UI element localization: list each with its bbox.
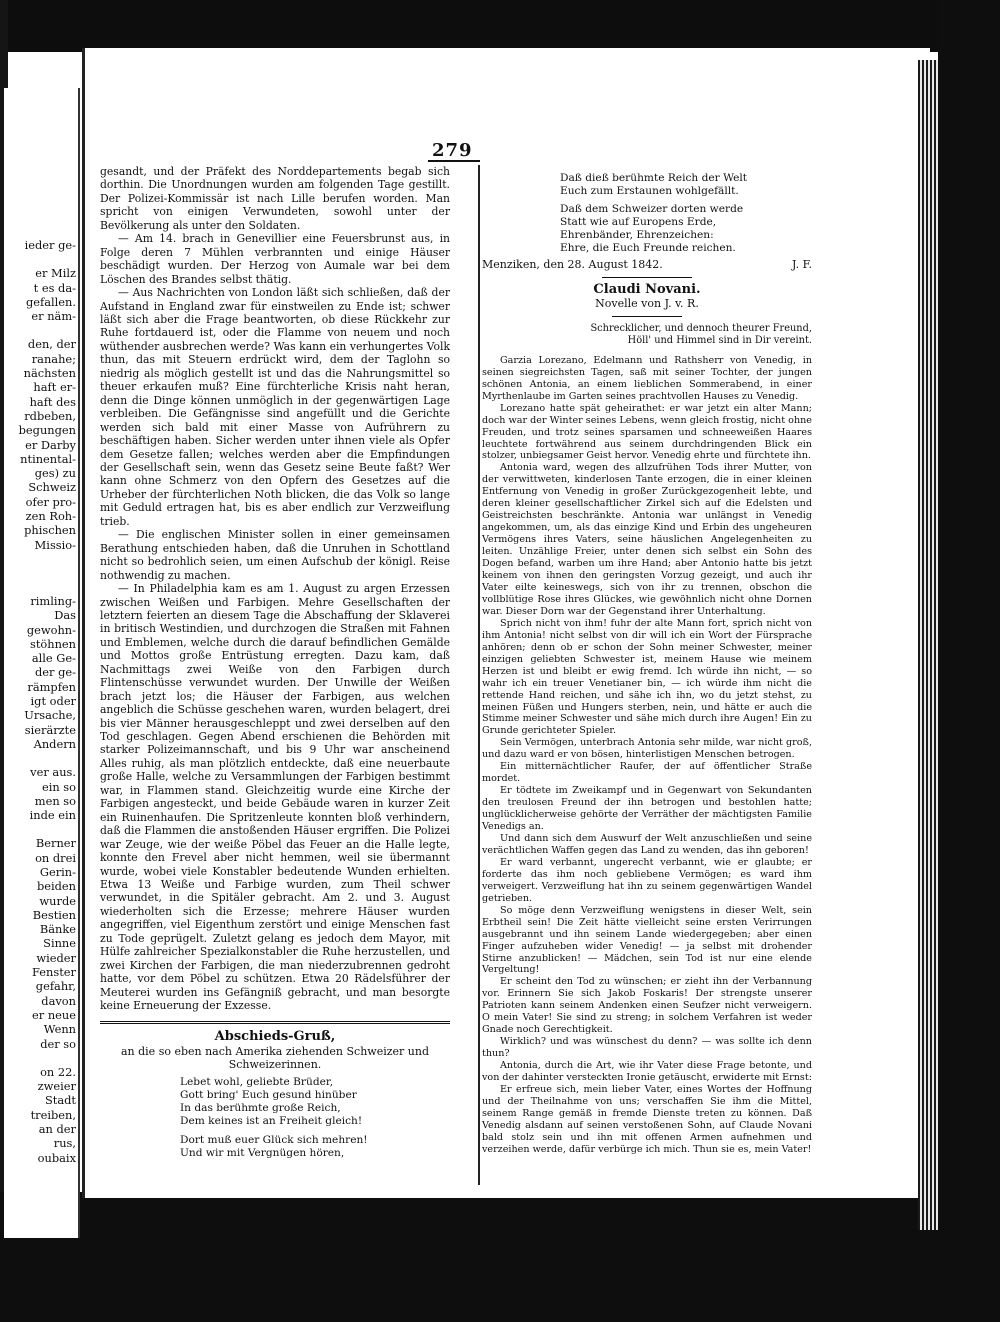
facing-page-fragment bbox=[4, 88, 80, 1238]
page-number-rule bbox=[428, 160, 480, 162]
story-paragraph: Sprich nicht von ihm! fuhr der alte Mann fort, sprich nicht von ihm Antonia! nicht selbst von dir will ich ein Wort der Fürsprache anhören; denn ob er schon der Sohn meiner Schwester, meiner einzigen geliebten Schwester ist, meinem Hause wie meinem Herzen ist und bleibt er ewig fremd. Ich würde ihn nicht, — so wahr ich ein treuer Venetianer bin, — ich würde ihm nicht die rettende Hand reichen, und sähe ich ihn, wo du jetzt stehst, zu meinen Füßen und Hungers sterben, nein, und hätte er auch die Stimme meiner Schwester und sähe mich durch ihre Augen! Ein zu Grunde gerichteter Spieler. bbox=[482, 617, 812, 737]
poem-line: Euch zum Erstaunen wohlgefällt. bbox=[560, 185, 739, 197]
news-paragraph-2: — Am 14. brach in Genevillier eine Feuersbrunst aus, in Folge deren 7 Mühlen verbrannten und einige Häuser beschädigt wurden. Der Herzog von Aumale war bei dem Löschen des Brandes selbst thätig. bbox=[100, 232, 450, 286]
story-paragraph: Garzia Lorezano, Edelmann und Rathsherr von Venedig, in seinen siegreichsten Tagen, saß mit seiner Tochter, der jungen schönen Antonia, an einem lieblichen Sommerabend, in einer Myrthenlaube im Garten seines prachtvollen Hauses zu Venedig. bbox=[482, 354, 812, 402]
facing-page-line: Bänke bbox=[39, 922, 76, 937]
facing-page-line: oubaix bbox=[37, 1150, 76, 1165]
story-paragraph: Antonia, durch die Art, wie ihr Vater diese Frage betonte, und von der dahinter versteckten Ironie getäuscht, erwiderte mit Ernst: bbox=[482, 1060, 812, 1084]
facing-page-line: gewohn- bbox=[26, 622, 76, 637]
facing-page-line: Ursache, bbox=[24, 708, 76, 723]
news-paragraph-5: — In Philadelphia kam es am 1. August zu argen Erzessen zwischen Weißen und Farbigen. Mehre Gesellschaften der letztern feierten an diesem Tage die Abschaffung der Sklaverei in britisch Westindien, und durchzogen die Straßen mit Fahnen und Emblemen, welche durch die darauf befindlichen Gemälde und Mottos große Entrüstung erregten. Dazu kam, daß Nachmittags zwei Weiße von den Farbigen durch Flintenschüsse verwundet wurden. Der Unwille der Weißen brach jetzt los; die Häuser der Farbigen, aus welchen angeblich die Schüsse geschehen waren, wurden belagert, drei bis vier Männer herausgeschleppt und zwei derselben auf den Tod geschlagen. Gegen Abend erschienen die Behörden mit starker Polizeimannschaft, und bis 9 Uhr war anscheinend Alles ruhig, als man plötzlich entdeckte, daß eine neuerbaute große Halle, welche zu Versammlungen der Farbigen bestimmt war, in Flammen stand. Gleichzeitig wurde eine Kirche der Farbigen angesteckt, und beide Gebäude waren in kurzer Zeit ein Ruinenhaufen. Die Spritzenleute konnten bloß verhindern, daß die Flammen die anstoßenden Häuser ergriffen. Die Polizei war Zeuge, wie der weiße Pöbel das Feuer an die Halle legte, konnte den Frevel aber nicht hemmen, weil sie übermannt wurde, wobei viele Konstabler bedeutende Wunden erhielten. Etwa 13 Weiße und Farbige wurden, zum Theil schwer verwundet, in die Spitäler gebracht. Am 2. und 3. August wiederholten sich die Erzesse; mehrere Häuser wurden angegriffen, viel Eigenthum zerstört und einige Menschen fast zu Tode geprügelt. Zuletzt gelang es jedoch dem Mayor, mit Hülfe zahlreicher Spezialkonstabler die Ruhe herzustellen, und zwei Kirchen der Farbigen, die man niederzubrennen gedroht hatte, vor dem Pöbel zu schützen. Etwa 20 Rädelsführer der Meuterei wurden ins Gefängniß gebracht, und man besorgte keine Erneuerung der Exzesse. bbox=[100, 582, 450, 1013]
poem-line: Ehre, die Euch Freunde reichen. bbox=[560, 242, 736, 254]
facing-page-line bbox=[10, 552, 76, 566]
facing-page-line: nächsten bbox=[23, 366, 76, 381]
facing-page-line: beiden bbox=[36, 879, 76, 894]
farewell-poem bbox=[180, 1076, 450, 1160]
facing-page-line: alle Ge- bbox=[31, 651, 76, 666]
facing-page-line: phischen bbox=[24, 523, 76, 538]
column-divider bbox=[478, 165, 480, 1185]
facing-page-line: Gerin- bbox=[39, 864, 76, 879]
story-paragraph: Er erfreue sich, mein lieber Vater, eines Wortes der Hoffnung und der Theilnahme von uns; verschaffen Sie ihm die Mittel, seinem Range gemäß in fremde Dienste treten zu können. Daß Venedig alsdann auf seinen verstoßenen Sohn, auf Claude Novani bald stolz sein und ihn mit offenen Armen aufnehmen und verzeihen werde, dafür verbürge ich mich. Thun sie es, mein Vater! bbox=[482, 1084, 812, 1155]
story-paragraph: Und dann sich dem Auswurf der Welt anzuschließen und seine verächtlichen Waffen gegen das Land zu wenden, das ihn geboren! bbox=[482, 832, 812, 856]
title-rule bbox=[612, 316, 682, 317]
motto-line: Schrecklicher, und dennoch theurer Freund, bbox=[590, 322, 812, 334]
facing-page-line: er näm- bbox=[31, 309, 76, 324]
facing-page-line bbox=[10, 252, 76, 266]
book-page-edges bbox=[918, 60, 938, 1230]
facing-page-line: Bestien bbox=[32, 907, 76, 922]
facing-page-line: stöhnen bbox=[29, 636, 76, 651]
facing-page-line: an der bbox=[38, 1122, 76, 1137]
facing-page-line: Stadt bbox=[44, 1093, 76, 1108]
facing-page-line: der so bbox=[40, 1036, 76, 1051]
poem-line: In das berühmte große Reich, bbox=[180, 1101, 341, 1114]
facing-page-line: igt oder bbox=[30, 694, 76, 709]
facing-page-line: zen Roh- bbox=[25, 509, 76, 524]
story-paragraph: Ein mitternächtlicher Raufer, der auf öffentlicher Straße mordet. bbox=[482, 761, 812, 785]
facing-page-line: gefallen. bbox=[25, 294, 76, 309]
facing-page-line: zweier bbox=[37, 1079, 76, 1094]
signature-place-date: Menziken, den 28. August 1842. bbox=[482, 258, 663, 271]
facing-page-line: rdbeben, bbox=[24, 408, 76, 423]
facing-page-line: Das bbox=[54, 608, 76, 623]
facing-page-line: t es da- bbox=[33, 280, 76, 295]
facing-page-line: ranahe; bbox=[31, 351, 76, 366]
facing-page-line: davon bbox=[41, 993, 76, 1008]
facing-page-line bbox=[10, 1051, 76, 1065]
section-rule bbox=[602, 277, 692, 278]
facing-page-line: Andern bbox=[33, 736, 76, 751]
facing-page-line: ieder ge- bbox=[24, 238, 76, 252]
facing-page-line: wieder bbox=[36, 950, 76, 965]
poem-line: Und wir mit Vergnügen hören, bbox=[180, 1146, 345, 1159]
facing-page-line bbox=[10, 566, 76, 580]
facing-page-line: Berner bbox=[35, 836, 76, 851]
story-subtitle: Novelle von J. v. R. bbox=[595, 296, 699, 310]
facing-page-line: on 22. bbox=[40, 1064, 76, 1079]
facing-page-line: on drei bbox=[35, 850, 76, 865]
facing-page-line: rimling- bbox=[30, 593, 76, 608]
page-number: 279 bbox=[432, 140, 473, 161]
facing-page-line: ver aus. bbox=[30, 765, 76, 780]
story-paragraph: Antonia ward, wegen des allzufrühen Tods ihrer Mutter, von der verwittweten, kinderlosen Tante erzogen, die in einer kleinen Entfernung von Venedig in großer Zurückgezogenheit lebte, und deren kleiner gesellschaftlicher Zirkel sich auf die Edelsten und Geistreichsten beschränkte. Antonia war unlängst in Venedig angekommen, um, als das einzige Kind und Erbin des ungeheuren Vermögens ihres Vaters, seine häuslichen Angelegenheiten zu leiten. Unzählige Freier, unter denen sich selbst ein Sohn des Dogen befand, warben um ihre Hand; aber Antonio hatte bis jetzt keinem von ihnen den geringsten Vorzug gezeigt, und auch ihr Vater eilte keineswegs, sich von ihr zu trennen, obschon die vollblütige Rose ihres Glückes, wie gewöhnlich nicht ohne Dornen war. Dieser Dorn war der Gegenstand ihrer Unterhaltung. bbox=[482, 462, 812, 617]
facing-page-line: wurde bbox=[39, 893, 76, 908]
facing-page-line: der ge- bbox=[35, 665, 76, 680]
story-paragraph: Er tödtete im Zweikampf und in Gegenwart von Sekundanten den treulosen Freund der ihn betrogen und bestohlen hatte; unglücklicherweise gehörte der Verräther der mächtigsten Familie Venedigs an. bbox=[482, 785, 812, 833]
poem-line: Dort muß euer Glück sich mehren! bbox=[180, 1133, 368, 1146]
facing-page-line: ofer pro- bbox=[25, 494, 76, 509]
story-paragraph: So möge denn Verzweiflung wenigstens in dieser Welt, sein Erbtheil sein! Die Zeit hätte vielleicht seine ersten Verirrungen ausgebrannt und ihn seinem Lande wiedergegeben; aber einen Finger aufzuheben wider Venedig! — ja selbst mit drohender Stirne anzublicken! — Mädchen, sein Tod ist nur eine elende Vergeltung! bbox=[482, 904, 812, 976]
facing-page-line: haft des bbox=[29, 394, 76, 409]
poem-line: Gott bring' Euch gesund hinüber bbox=[180, 1088, 357, 1101]
farewell-title: Abschieds-Gruß, bbox=[214, 1028, 336, 1044]
facing-page-line: treiben, bbox=[30, 1107, 76, 1122]
story-paragraph: Sein Vermögen, unterbrach Antonia sehr milde, war nicht groß, und dazu ward er von bösen, hinterlistigen Menschen betrogen. bbox=[482, 737, 812, 761]
facing-page-line: Fenster bbox=[32, 965, 76, 980]
facing-page-line: ntinental- bbox=[20, 451, 76, 466]
story-paragraph: Lorezano hatte spät geheirathet: er war jetzt ein alter Mann; doch war der Winter seines Lebens, wenn gleich frostig, nicht ohne Freuden, und trotz seines sparsamen und schneeweißen Haares leuchtete fortwährend aus seinem durchdringenden Blick ein stolzer, unbiegsamer Geist hervor. Venedig ehrte und fürchtete ihn. bbox=[482, 402, 812, 462]
facing-page-line bbox=[10, 822, 76, 836]
facing-page-line: er neue bbox=[32, 1007, 76, 1022]
poem-line: Ehrenbänder, Ehrenzeichen: bbox=[560, 229, 714, 241]
scan-border-bottom bbox=[0, 1192, 1000, 1322]
story-paragraph: Er scheint den Tod zu wünschen; er zieht ihn der Verbannung vor. Erinnern Sie sich Jakob Foskaris! Der strengste unserer Patrioten kann seinem Andenken einen Seufzer nicht verweigern. O mein Vater! Sie sind zu streng; in solchem Verfahren ist weder Gnade noch Gerechtigkeit. bbox=[482, 976, 812, 1036]
poem-line: Daß dieß berühmte Reich der Welt bbox=[560, 172, 748, 184]
facing-page-line: ges) zu bbox=[34, 466, 76, 481]
poem-signature bbox=[482, 259, 812, 271]
facing-page-line: rämpfen bbox=[27, 679, 76, 694]
facing-page-line bbox=[10, 323, 76, 337]
farewell-poem-continued bbox=[560, 172, 812, 255]
scan-border-top bbox=[0, 0, 1000, 52]
facing-page-line: er Milz bbox=[35, 266, 76, 281]
facing-page-line: begungen bbox=[18, 423, 76, 438]
facing-page-line bbox=[10, 751, 76, 765]
section-rule bbox=[100, 1021, 450, 1024]
motto-line: Höll' und Himmel sind in Dir vereint. bbox=[627, 334, 812, 346]
news-paragraph-1: gesandt, und der Präfekt des Norddepartements begab sich dorthin. Die Unordnungen wurden am folgenden Tage gestillt. Der Polizei-Kommissär ist nach Lille berufen worden. Man spricht von einigen Verwundeten, sowohl unter der Bevölkerung als unter den Soldaten. bbox=[100, 165, 450, 232]
left-column bbox=[100, 165, 450, 1164]
facing-page-line: Wenn bbox=[43, 1022, 76, 1037]
poem-line: Dem keines ist an Freiheit gleich! bbox=[180, 1114, 363, 1127]
facing-page-line: haft er- bbox=[33, 380, 76, 395]
facing-page-line: sierärzte bbox=[24, 722, 76, 737]
facing-page-line: inde ein bbox=[29, 808, 76, 823]
facing-page-line: gefahr, bbox=[35, 979, 76, 994]
facing-page-line: rus, bbox=[53, 1136, 76, 1151]
facing-page-line: er Darby bbox=[25, 437, 76, 452]
poem-line: Daß dem Schweizer dorten werde bbox=[560, 203, 744, 215]
right-column bbox=[482, 172, 812, 1156]
facing-page-text bbox=[10, 238, 76, 1165]
story-motto bbox=[482, 323, 812, 347]
facing-page-line: Sinne bbox=[43, 936, 76, 951]
news-paragraph-4: — Die englischen Minister sollen in einer gemeinsamen Berathung entschieden haben, daß die Unruhen in Schottland nicht so bedrohlich seien, um einen Aufschub der königl. Reise nothwendig zu machen. bbox=[100, 528, 450, 582]
farewell-subtitle: an die so eben nach Amerika ziehenden Schweizer und Schweizerinnen. bbox=[120, 1045, 429, 1072]
signature-initials: J. F. bbox=[792, 258, 812, 271]
facing-page-line: men so bbox=[34, 793, 76, 808]
facing-page-line: Schweiz bbox=[28, 480, 76, 495]
story-paragraph: Er ward verbannt, ungerecht verbannt, wie er glaubte; er forderte das ihm noch gebliebene Vermögen; es ward ihm verweigert. Verzweiflung hat ihn zu seinem gegenwärtigen Wandel getrieben. bbox=[482, 856, 812, 904]
story-title: Claudi Novani. bbox=[593, 281, 701, 297]
facing-page-line: ein so bbox=[41, 779, 76, 794]
scan-border-right bbox=[938, 0, 1000, 1322]
facing-page-line: Missio- bbox=[34, 537, 76, 552]
poem-line: Lebet wohl, geliebte Brüder, bbox=[180, 1075, 334, 1088]
news-paragraph-3: — Aus Nachrichten von London läßt sich schließen, daß der Aufstand in England zwar für einstweilen zu Ende ist; schwer läßt sich aber die Frage beantworten, ob diese Rückkehr zur Ruhe fortdauerd ist, oder die Flamme von neuem und noch wüthender ausbrechen werde? Was kann ein verhungertes Volk thun, das mit Steuern erdrückt wird, dem der Taglohn so niedrig als möglich gestellt ist und das die Nahrungsmittel so theuer erkaufen muß? Eine fürchterliche Krisis naht heran, denn die Dinge können unmöglich in der gegenwärtigen Lage verbleiben. Die Gefängnisse sind angefüllt und die Gerichte werden sich bald mit einer Masse von Aufrührern zu beschäftigen haben. Sicher werden unter ihnen viele als Opfer dem Gesetze fallen; welches werden aber die Empfindungen der Gesellschaft sein, wenn das Gesetz seine Beute faßt? Wer kann ohne Schmerz von den Opfern des Gesetzes auf die Urheber der fürchterlichen Noth blicken, die das Volk so lange mit Geduld ertragen hat, bis es aber endlich zur Verzweiflung trieb. bbox=[100, 286, 450, 528]
story-paragraph: Wirklich? und was wünschest du denn? — was sollte ich denn thun? bbox=[482, 1036, 812, 1060]
facing-page-line: den, der bbox=[27, 337, 76, 352]
facing-page-line bbox=[10, 580, 76, 594]
poem-line: Statt wie auf Europens Erde, bbox=[560, 216, 717, 228]
